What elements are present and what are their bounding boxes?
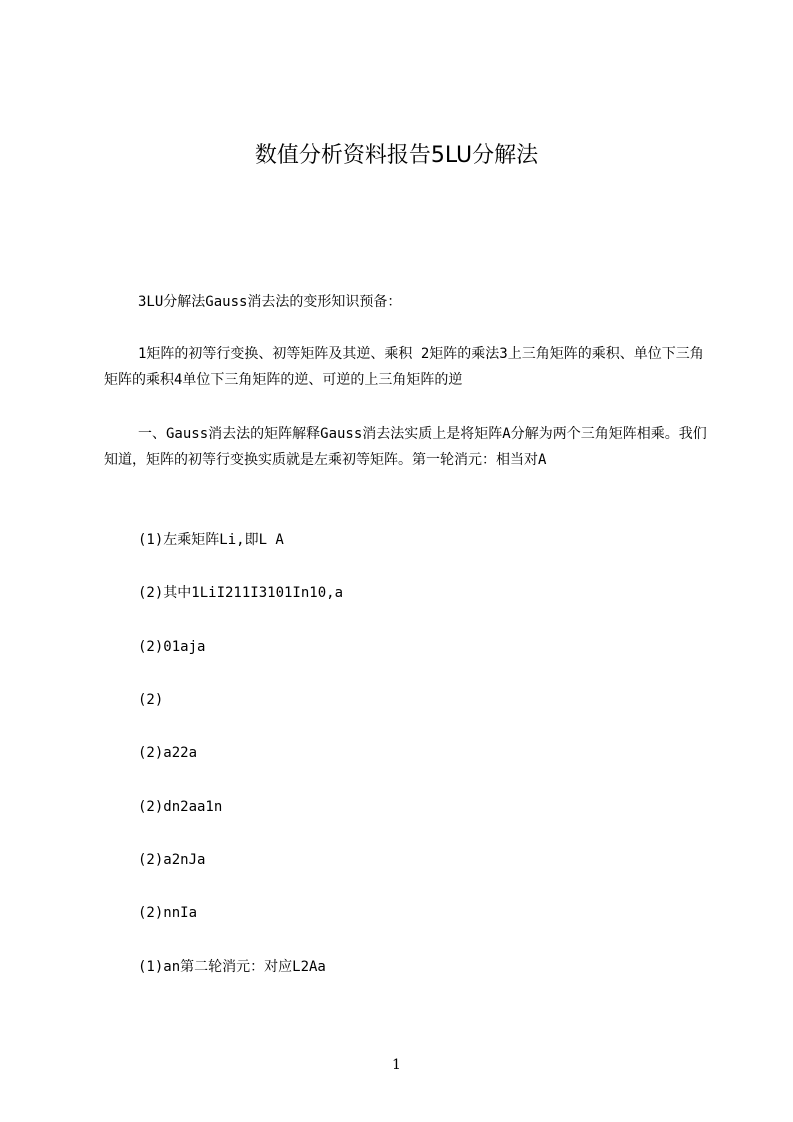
paragraph-gauss-matrix-explanation: 一、Gauss消去法的矩阵解释Gauss消去法实质上是将矩阵A分解为两个三角矩阵相乘。我们知道，矩阵的初等行变换实质就是左乘初等矩阵。第一轮消元：相当对A	[104, 426, 707, 468]
page-number: 1	[392, 1057, 401, 1073]
formula-line-4: (2)	[138, 692, 164, 708]
formula-line-8: (2)nnIa	[138, 905, 198, 921]
formula-line-7: (2)a2nJa	[138, 852, 206, 868]
formula-line-5: (2)a22a	[138, 745, 198, 761]
formula-line-6: (2)dn2aa1n	[138, 799, 223, 815]
paragraph-prerequisites: 3LU分解法Gauss消去法的变形知识预备：	[138, 294, 402, 310]
formula-line-1: (1)左乘矩阵Li,即L A	[138, 532, 284, 548]
paragraph-knowledge-list: 1矩阵的初等行变换、初等矩阵及其逆、乘积 2矩阵的乘法3上三角矩阵的乘积、单位下三角矩阵的乘积4单位下三角矩阵的逆、可逆的上三角矩阵的逆	[104, 346, 704, 388]
formula-line-9: (1)an第二轮消元：对应L2Aa	[138, 959, 326, 975]
formula-line-3: (2)01aja	[138, 639, 206, 655]
formula-line-2: (2)其中1LiI211I3101In10,a	[138, 585, 344, 601]
document-title: 数值分析资料报告5LU分解法	[254, 143, 539, 168]
